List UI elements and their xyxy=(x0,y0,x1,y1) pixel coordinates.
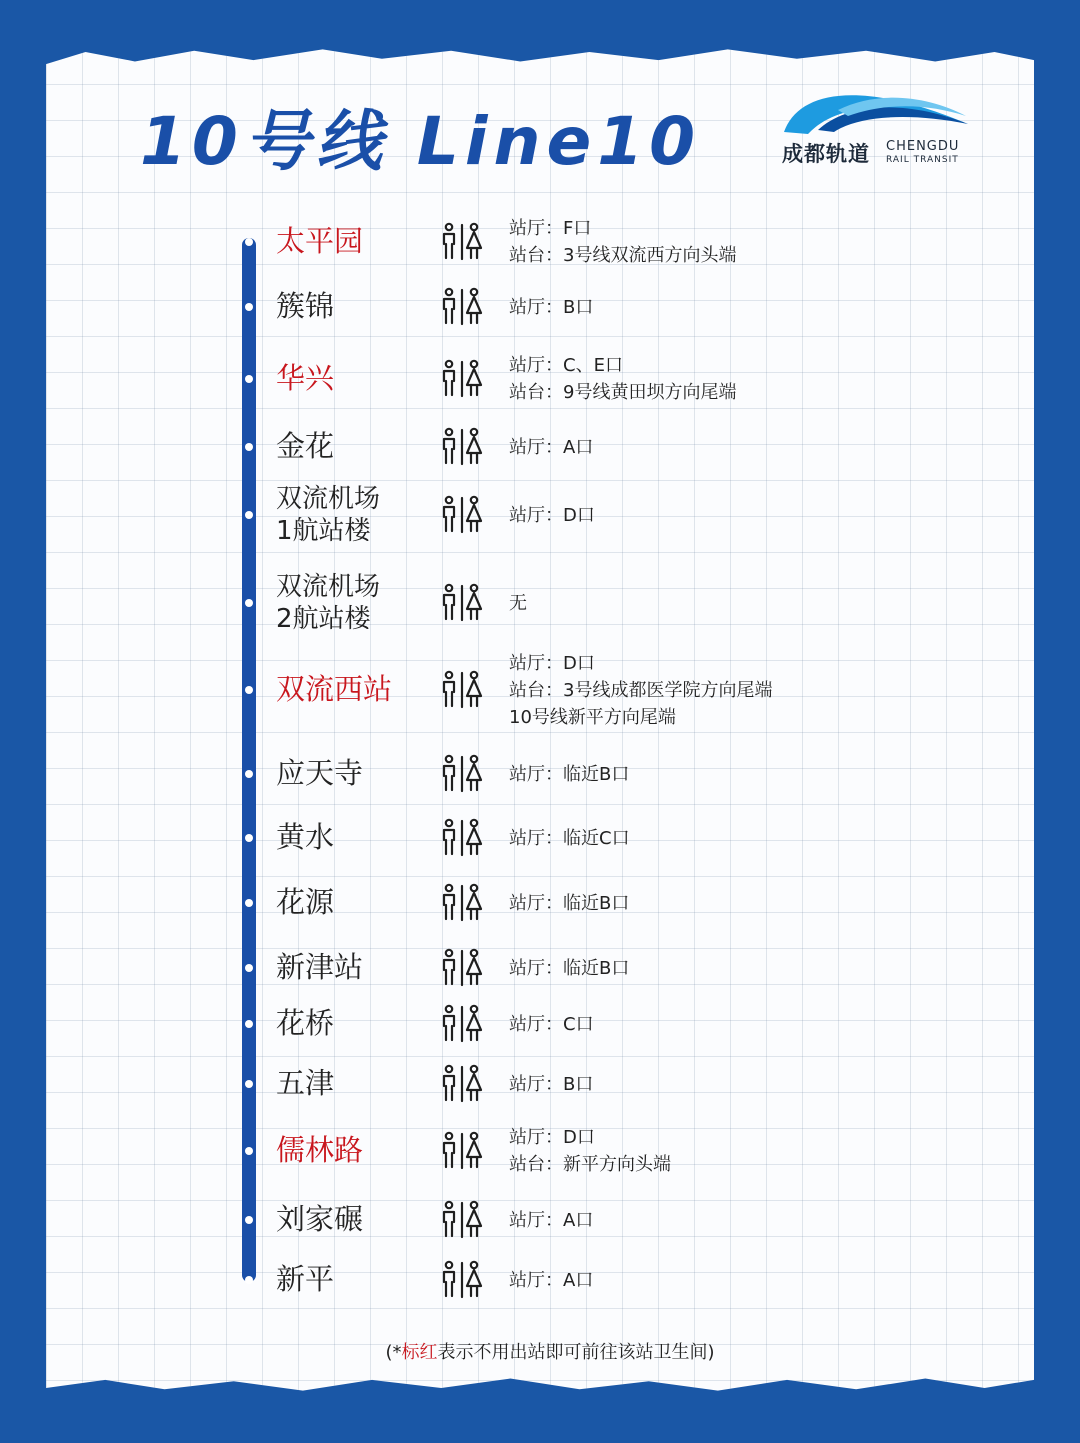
station-dot xyxy=(245,686,253,694)
station-name: 金花 xyxy=(276,429,335,463)
info-line: 站厅：D口 xyxy=(509,1127,595,1148)
station-restroom-info xyxy=(509,650,772,731)
line-rail xyxy=(242,238,256,1282)
info-line: 站厅：临近B口 xyxy=(509,957,630,979)
info-line: 站厅：临近B口 xyxy=(509,763,630,785)
logo-en-line2: RAIL TRANSIT xyxy=(886,155,959,165)
station-restroom-info xyxy=(509,502,595,529)
station-restroom-info xyxy=(509,590,527,617)
page-title: 10号线 Line10 xyxy=(140,103,702,180)
station-restroom-info xyxy=(509,1124,671,1178)
logo-en-line1: CHENGDU xyxy=(886,139,960,154)
station-restroom-info xyxy=(509,955,629,982)
station-name: 花源 xyxy=(276,885,335,919)
restroom-icon xyxy=(440,1260,484,1300)
station-restroom-info xyxy=(509,434,593,461)
station-name: 簇锦 xyxy=(276,289,335,323)
restroom-icon xyxy=(440,883,484,923)
station-restroom-info xyxy=(509,352,736,406)
restroom-icon xyxy=(440,359,484,399)
station-name: 太平园 xyxy=(276,224,364,258)
station-name: 刘家碾 xyxy=(276,1202,364,1236)
info-line: 站台：9号线黄田坝方向尾端 xyxy=(509,382,737,403)
restroom-icon xyxy=(440,670,484,710)
footnote xyxy=(0,1338,1080,1364)
station-restroom-info xyxy=(509,890,629,917)
info-line: 10号线新平方向尾端 xyxy=(509,706,676,728)
info-line: 站厅：临近C口 xyxy=(509,827,630,849)
station-dot xyxy=(245,1216,253,1224)
station-dot xyxy=(245,899,253,907)
station-dot xyxy=(245,1147,253,1155)
restroom-icon xyxy=(440,1004,484,1044)
station-restroom-info xyxy=(509,1267,593,1294)
info-line: 站厅：D口 xyxy=(509,504,595,526)
station-restroom-info xyxy=(509,825,630,852)
station-restroom-info xyxy=(509,215,736,269)
station-name: 五津 xyxy=(276,1066,335,1100)
restroom-icon xyxy=(440,583,484,623)
station-name: 双流西站 xyxy=(276,672,393,706)
restroom-icon xyxy=(440,948,484,988)
station-dot xyxy=(245,443,253,451)
station-name: 黄水 xyxy=(276,820,335,854)
station-dot xyxy=(245,375,253,383)
info-line: 站厅：B口 xyxy=(509,296,594,318)
station-name: 新津站 xyxy=(276,950,364,984)
station-name-line: 1航站楼 xyxy=(276,515,371,546)
station-dot xyxy=(245,964,253,972)
info-line: 站厅：A口 xyxy=(509,1269,594,1291)
restroom-icon xyxy=(440,222,484,262)
station-name-line: 双流机场 xyxy=(276,572,381,602)
station-dot xyxy=(245,1080,253,1088)
station-dot xyxy=(245,303,253,311)
info-line: 站厅：临近B口 xyxy=(509,892,630,914)
station-name: 新平 xyxy=(276,1262,335,1296)
station-name: 花桥 xyxy=(276,1006,335,1040)
station-dot xyxy=(245,238,253,246)
station-restroom-info xyxy=(509,1207,593,1234)
restroom-icon xyxy=(440,1064,484,1104)
footnote-prefix: (* xyxy=(385,1342,402,1363)
station-restroom-info xyxy=(509,761,629,788)
restroom-icon xyxy=(440,1131,484,1171)
info-line: 站厅：D口 xyxy=(509,652,595,674)
info-line: 站厅：B口 xyxy=(509,1073,594,1095)
restroom-icon xyxy=(440,754,484,794)
logo-cn: 成都轨道 xyxy=(782,142,870,166)
station-name xyxy=(276,484,380,547)
info-line: 站厅：F口 xyxy=(509,218,592,239)
restroom-icon xyxy=(440,495,484,535)
station-restroom-info xyxy=(509,1071,593,1098)
station-dot xyxy=(245,599,253,607)
restroom-icon xyxy=(440,427,484,467)
footnote-suffix: 表示不用出站即可前往该站卫生间) xyxy=(437,1342,715,1363)
station-name-line: 双流机场 xyxy=(276,484,381,514)
station-name xyxy=(276,572,380,635)
station-dot xyxy=(245,511,253,519)
restroom-icon xyxy=(440,818,484,858)
station-dot xyxy=(245,834,253,842)
station-restroom-info xyxy=(509,1011,594,1038)
info-line: 无 xyxy=(509,592,527,614)
restroom-icon xyxy=(440,287,484,327)
station-name: 儒林路 xyxy=(276,1133,364,1167)
station-name: 华兴 xyxy=(276,361,335,395)
info-line: 站厅：A口 xyxy=(509,436,594,458)
info-line: 站台：3号线双流西方向头端 xyxy=(509,245,737,266)
station-dot xyxy=(245,1020,253,1028)
info-line: 站厅：A口 xyxy=(509,1209,594,1231)
info-line: 站厅：C口 xyxy=(509,1013,594,1035)
station-dot xyxy=(245,770,253,778)
logo-wave-icon xyxy=(778,82,978,142)
info-line: 站厅：C、E口 xyxy=(509,355,623,376)
station-dot xyxy=(245,1276,253,1284)
footnote-highlight: 标红 xyxy=(401,1342,438,1363)
info-line: 站台：新平方向头端 xyxy=(509,1154,671,1175)
chengdu-rail-logo xyxy=(778,82,978,172)
station-name: 应天寺 xyxy=(276,756,364,790)
info-line: 站台：3号线成都医学院方向尾端 xyxy=(509,679,773,701)
station-name-line: 2航站楼 xyxy=(276,603,371,634)
station-restroom-info xyxy=(509,294,593,321)
restroom-icon xyxy=(440,1200,484,1240)
